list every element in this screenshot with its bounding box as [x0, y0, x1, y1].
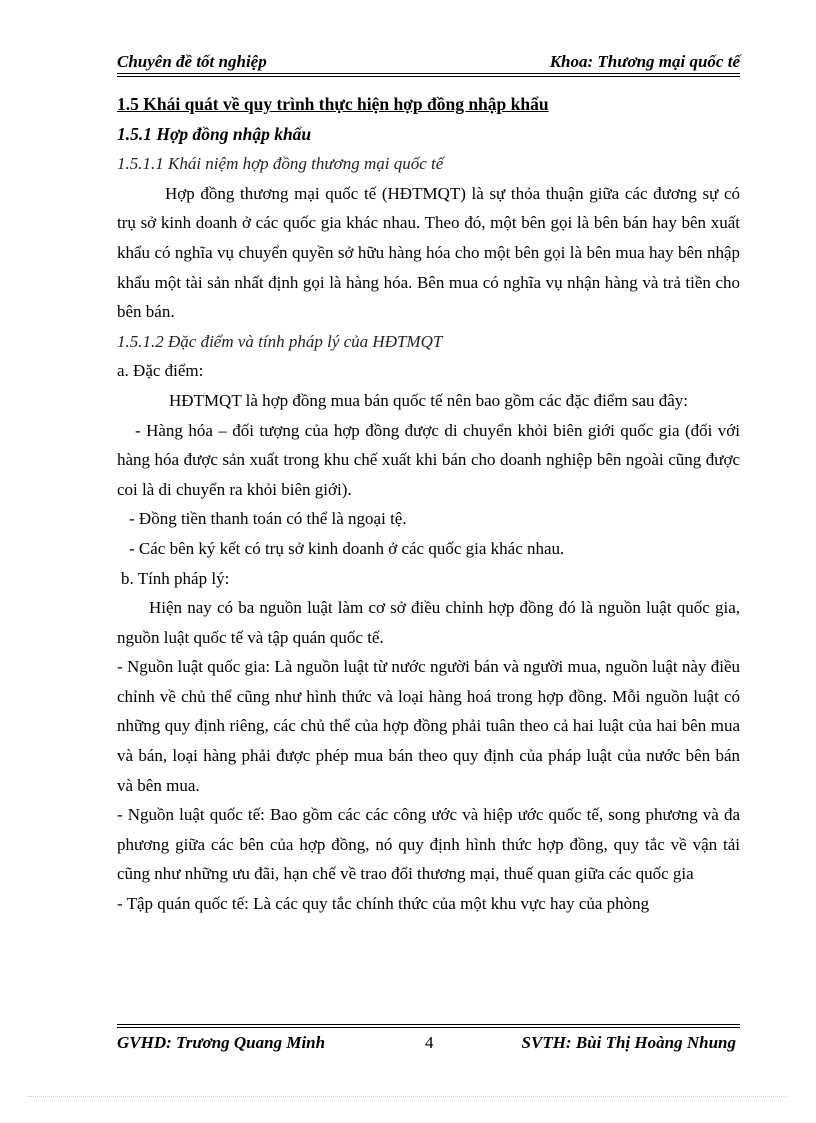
header-left: Chuyên đề tốt nghiệp	[117, 52, 267, 71]
page-content	[117, 90, 740, 919]
label-a: a. Đặc điểm:	[117, 361, 204, 381]
footer-rule	[117, 1024, 740, 1028]
paragraph-international-law: - Nguồn luật quốc tế: Bao gồm các các công ước và hiệp ước quốc tế, song phương và đa phương giữa các bên của hợp đồng, nó quy định hình thức hợp đồng, quy tắc về vận tải cũng như những ưu đãi, hạn chế về trao đổi thương mại, thuế quan giữa các quốc gia	[117, 805, 740, 884]
page-number: 4	[425, 1033, 434, 1052]
footer-supervisor: GVHD: Trương Quang Minh	[117, 1033, 326, 1052]
paragraph-a-intro: HĐTMQT là hợp đồng mua bán quốc tế nên bao gồm các đặc điểm sau đây:	[169, 390, 689, 410]
header-right: Khoa: Thương mại quốc tế	[549, 52, 740, 71]
paragraph-definition: Hợp đồng thương mại quốc tế (HĐTMQT) là sự thỏa thuận giữa các đương sự có trụ sở kinh doanh ở các quốc gia khác nhau. Theo đó, một bên gọi là bên bán hay bên xuất khẩu có nghĩa vụ chuyển quyền sở hữu hàng hóa cho một bên gọi là bên mua hay bên nhập khẩu một tài sản nhất định gọi là hàng hóa. Bên mua có nghĩa vụ nhận hàng và trả tiền cho bên bán.	[117, 183, 740, 322]
bullet-goods: - Hàng hóa – đối tượng của hợp đồng được di chuyển khỏi biên giới quốc gia (đối với hàng hóa được sản xuất trong khu chế xuất khi bán cho doanh nghiệp bên ngoài cũng được coi là di chuyển ra khỏi biên giới).	[117, 420, 740, 499]
heading-1-5: 1.5 Khái quát về quy trình thực hiện hợp đồng nhập khẩu	[117, 94, 549, 114]
page-header	[117, 48, 740, 72]
footer-student: SVTH: Bùi Thị Hoàng Nhung	[521, 1033, 736, 1052]
header-rule	[117, 73, 740, 77]
heading-1-5-1-1: 1.5.1.1 Khái niệm hợp đồng thương mại quốc tế	[117, 154, 444, 174]
heading-1-5-1: 1.5.1 Hợp đồng nhập khẩu	[117, 123, 312, 144]
page-footer	[117, 1033, 736, 1057]
paragraph-national-law: - Nguồn luật quốc gia: Là nguồn luật từ nước người bán và người mua, nguồn luật này điều chỉnh về chủ thể cũng như hình thức và loại hàng hoá trong hợp đồng. Mỗi nguồn luật có những quy định riêng, các chủ thể của hợp đồng phải tuân theo cả hai luật của hai bên mua và bán, loại hàng phải được phép mua bán theo quy định của pháp luật của nước bên bán và bên mua.	[117, 657, 740, 795]
paragraph-b-intro: Hiện nay có ba nguồn luật làm cơ sở điều chỉnh hợp đồng đó là nguồn luật quốc gia, nguồn luật quốc tế và tập quán quốc tế.	[117, 598, 740, 647]
heading-1-5-1-2: 1.5.1.2 Đặc điểm và tính pháp lý của HĐTMQT	[117, 331, 443, 351]
paragraph-customs: - Tập quán quốc tế: Là các quy tắc chính thức của một khu vực hay của phòng	[117, 894, 650, 914]
page-edge-divider	[28, 1096, 788, 1097]
bullet-parties: - Các bên ký kết có trụ sở kinh doanh ở các quốc gia khác nhau.	[129, 538, 565, 558]
label-b: b. Tính pháp lý:	[121, 568, 230, 588]
bullet-currency: - Đồng tiền thanh toán có thể là ngoại tệ.	[129, 509, 407, 529]
